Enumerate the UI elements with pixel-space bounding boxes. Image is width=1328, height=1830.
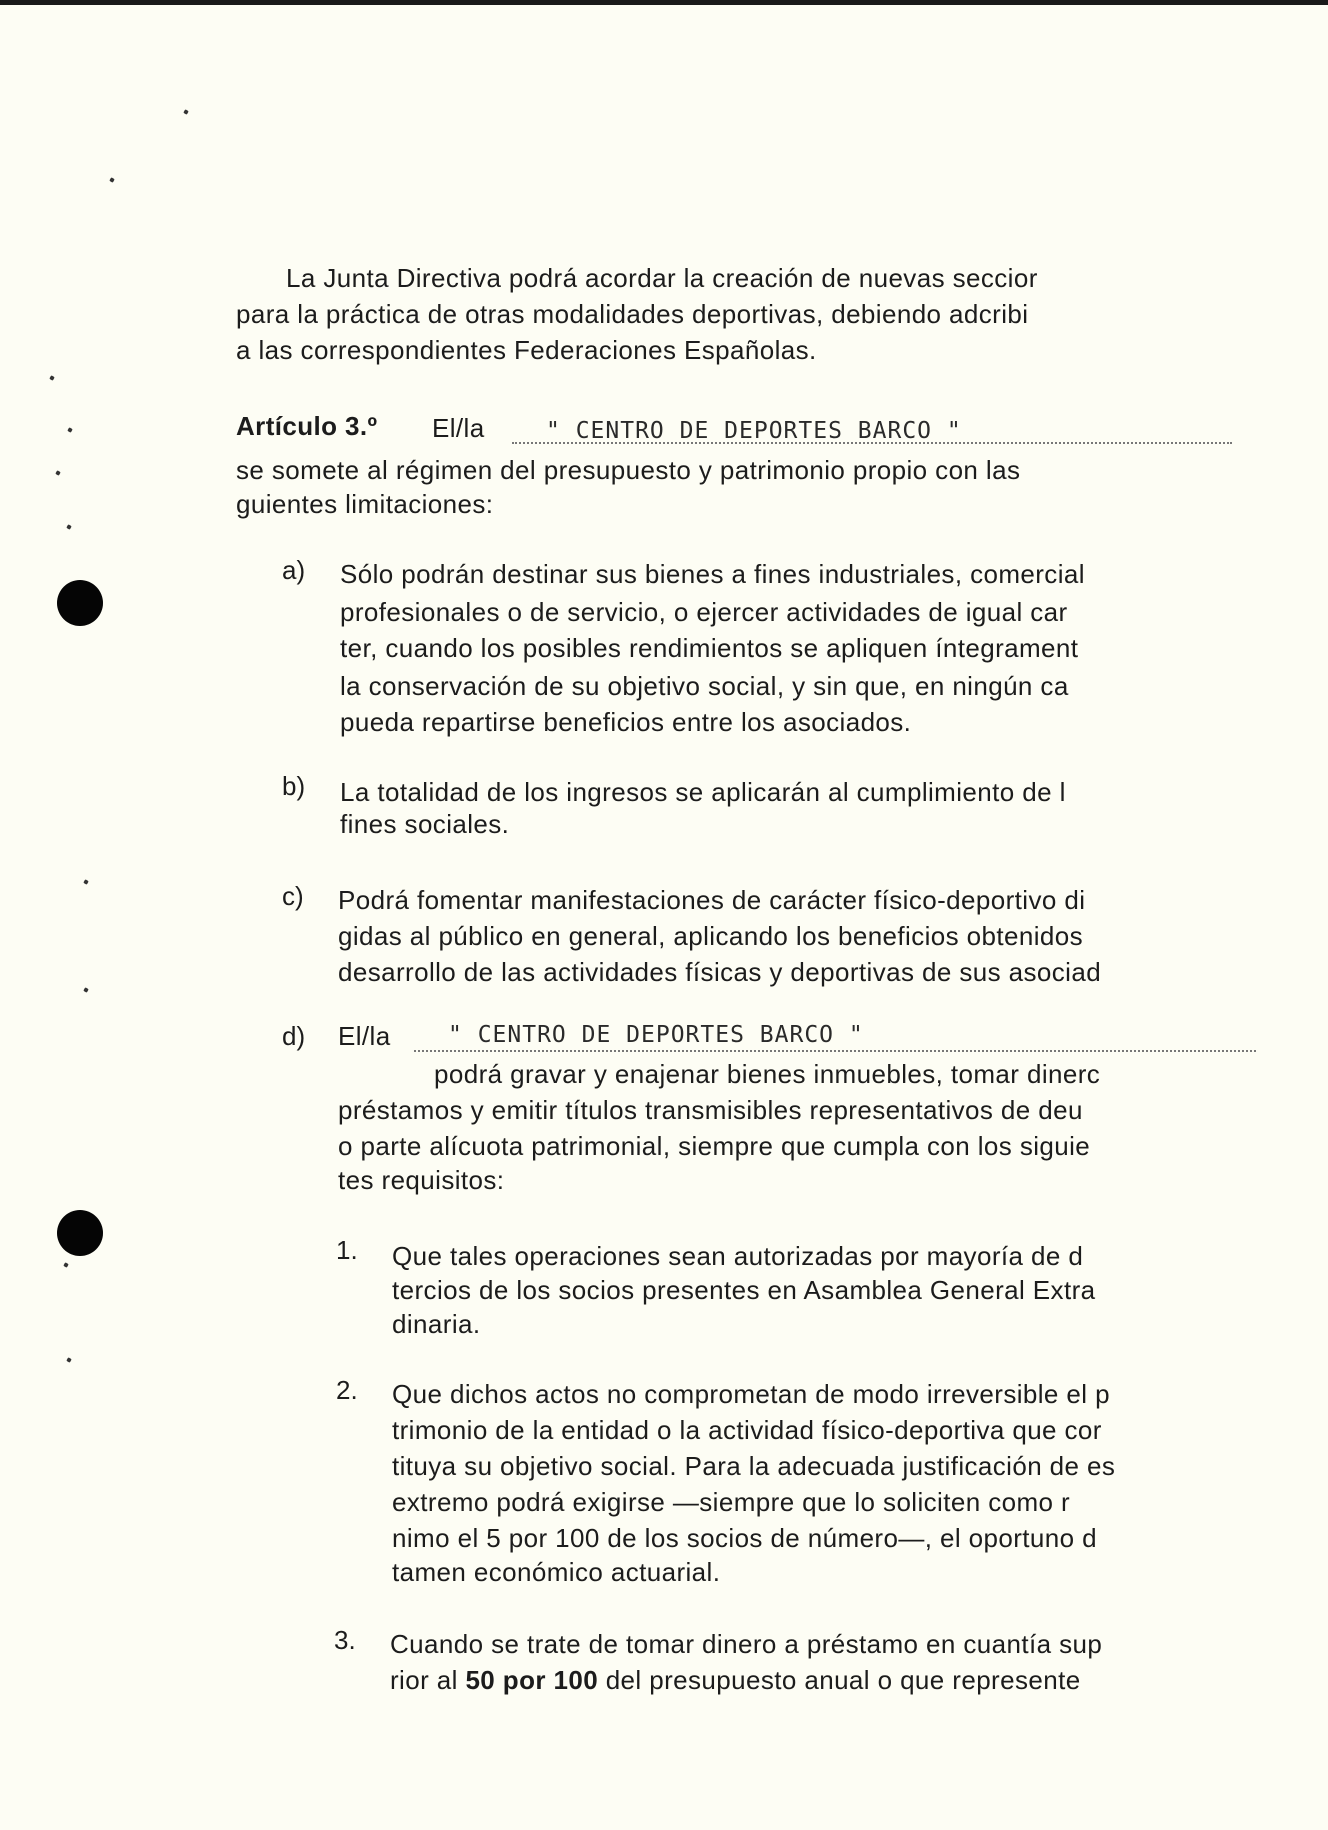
text-segment: rior al [390,1665,466,1695]
ella-label: El/la [338,1021,391,1051]
text-line: tamen económico actuarial. [392,1557,721,1587]
text-line: guientes limitaciones: [236,489,494,519]
text-line: profesionales o de servicio, o ejercer actividades de igual car [340,597,1068,627]
text-line: para la práctica de otras modalidades deportivas, debiendo adcribi [236,299,1029,329]
text-line: La totalidad de los ingresos se aplicarán al cumplimiento de l [340,777,1066,807]
scan-speck [66,524,71,529]
item-label: c) [282,881,304,911]
text-line: se somete al régimen del presupuesto y patrimonio propio con las [236,455,1021,485]
text-line: ter, cuando los posibles rendimientos se apliquen íntegrament [340,633,1079,663]
scan-speck [67,427,72,432]
text-line: Cuando se trate de tomar dinero a préstamo en cuantía sup [390,1629,1103,1659]
text-line: tercios de los socios presentes en Asamblea General Extra [392,1275,1096,1305]
punch-hole [57,1210,103,1256]
scan-speck [109,177,114,182]
text-line: podrá gravar y enajenar bienes inmuebles, tomar dinerc [434,1059,1101,1089]
text-line: gidas al público en general, aplicando los beneficios obtenidos [338,921,1084,951]
text-line: desarrollo de las actividades físicas y deportivas de sus asociad [338,957,1102,987]
article-heading: Artículo 3.º [236,411,378,441]
scan-speck [49,375,54,380]
scan-speck [66,1357,71,1362]
text-line: trimonio de la entidad o la actividad físico-deportiva que cor [392,1415,1102,1445]
entity-name: " CENTRO DE DEPORTES BARCO " [448,1022,864,1048]
scan-speck [183,109,188,114]
requirement-number: 2. [336,1375,358,1405]
scan-speck [83,987,88,992]
punch-hole [57,580,103,626]
text-line: o parte alícuota patrimonial, siempre que cumpla con los siguie [338,1131,1091,1161]
text-line: nimo el 5 por 100 de los socios de número—, el oportuno d [392,1523,1097,1553]
item-label: b) [282,771,306,801]
text-line: dinaria. [392,1309,481,1339]
text-line: tes requisitos: [338,1165,505,1195]
text-line: a las correspondientes Federaciones Españolas. [236,335,817,365]
text-line: Que tales operaciones sean autorizadas por mayoría de d [392,1241,1084,1271]
text-line: préstamos y emitir títulos transmisibles representativos de deu [338,1095,1083,1125]
text-line: Que dichos actos no comprometan de modo irreversible el p [392,1379,1110,1409]
ella-label: El/la [432,413,485,443]
requirement-number: 3. [334,1625,356,1655]
text-line: Podrá fomentar manifestaciones de carácter físico-deportivo di [338,885,1086,915]
text-line: la conservación de su objetivo social, y sin que, en ningún ca [340,671,1069,701]
bold-text-segment: 50 por 100 [465,1665,599,1695]
text-line: fines sociales. [340,809,510,839]
text-line: extremo podrá exigirse —siempre que lo soliciten como r [392,1487,1071,1517]
text-line: pueda repartirse beneficios entre los asociados. [340,707,912,737]
text-segment: del presupuesto anual o que represente [598,1665,1081,1695]
text-line [390,1664,1081,1696]
item-label: d) [282,1021,306,1051]
text-line: La Junta Directiva podrá acordar la creación de nuevas seccior [286,263,1038,293]
entity-name: " CENTRO DE DEPORTES BARCO " [546,418,962,444]
scan-border [0,0,1328,5]
text-line: tituya su objetivo social. Para la adecuada justificación de es [392,1451,1116,1481]
scan-speck [83,879,88,884]
text-line: Sólo podrán destinar sus bienes a fines industriales, comercial [340,559,1085,589]
item-label: a) [282,555,306,585]
scan-speck [55,470,60,475]
requirement-number: 1. [336,1235,358,1265]
scan-speck [63,1262,68,1267]
